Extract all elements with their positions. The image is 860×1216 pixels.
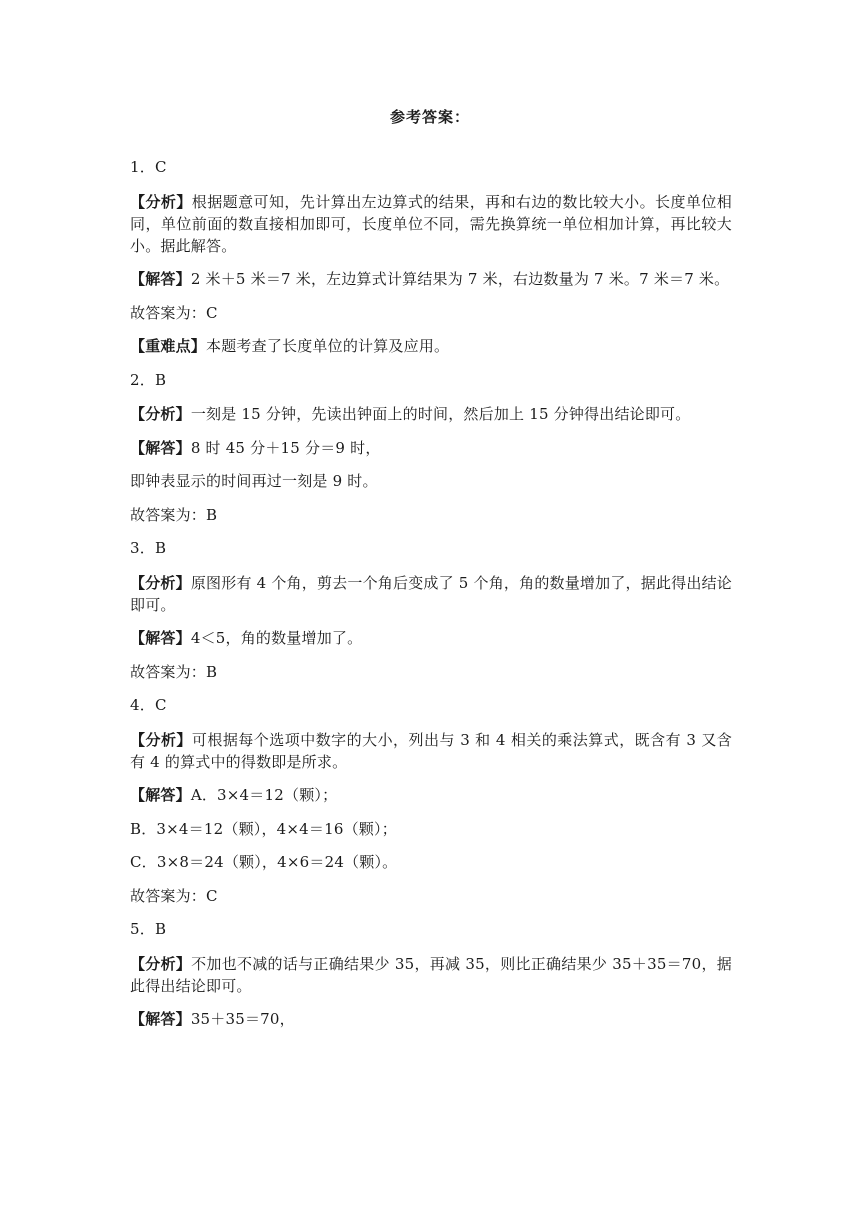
question-number: 5．B: [130, 920, 167, 938]
analysis-tag: 【分析】: [130, 573, 191, 592]
solution-tag: 【解答】: [130, 786, 191, 804]
solution-continuation: B．3×4＝12（颗），4×4＝16（颗）；: [130, 819, 397, 838]
solution-paragraph: [130, 268, 732, 290]
solution-text: A．3×4＝12（颗）；: [190, 786, 338, 804]
analysis-paragraph: [130, 572, 732, 616]
analysis-tag: 【分析】: [130, 192, 192, 211]
answer-list: [130, 156, 732, 1042]
analysis-text: 一刻是 15 分钟，先读出钟面上的时间，然后加上 15 分钟得出结论即可。: [190, 405, 691, 423]
solution-continuation: 即钟表显示的时间再过一刻是 9 时。: [130, 472, 378, 490]
solution-text: 2 米＋5 米＝7 米，左边算式计算结果为 7 米，右边数量为 7 米。7 米＝7 米。: [190, 270, 730, 288]
question-number: 3．B: [130, 539, 167, 557]
solution-text: 35＋35＝70，: [190, 1010, 295, 1028]
analysis-tag: 【分析】: [130, 730, 192, 749]
answer-line: 故答案为：B: [130, 662, 218, 681]
solution-text: 4＜5，角的数量增加了。: [190, 629, 363, 647]
solution-tag: 【解答】: [130, 438, 191, 457]
solution-tag: 【解答】: [130, 629, 191, 647]
analysis-text: 原图形有 4 个角，剪去一个角后变成了 5 个角，角的数量增加了，据此得出结论即可。: [130, 573, 732, 614]
solution-tag: 【解答】: [130, 270, 191, 288]
key-point-text: 本题考查了长度单位的计算及应用。: [206, 337, 450, 355]
analysis-paragraph: [130, 729, 732, 773]
question-number: 4．C: [130, 696, 167, 714]
analysis-tag: 【分析】: [130, 954, 192, 973]
solution-tag: 【解答】: [130, 1010, 191, 1028]
analysis-tag: 【分析】: [130, 405, 191, 423]
analysis-text: 根据题意可知，先计算出左边算式的结果，再和右边的数比较大小。长度单位相同，单位前面的数直接相加即可，长度单位不同，需先换算统一单位相加计算，再比较大小。据此解答。: [130, 192, 732, 255]
solution-continuation: C．3×8＝24（颗），4×6＝24（颗）。: [130, 853, 398, 871]
page-title: 参考答案：: [389, 108, 470, 126]
question-number: 1．C: [130, 158, 167, 176]
answer-line: 故答案为：C: [130, 303, 218, 322]
key-point-tag: 【重难点】: [130, 337, 207, 355]
solution-paragraph: [130, 784, 732, 806]
solution-paragraph: [130, 627, 732, 649]
answer-line: 故答案为：B: [130, 505, 218, 524]
analysis-paragraph: [130, 191, 732, 257]
question-number: 2．B: [130, 370, 167, 389]
answer-line: 故答案为：C: [130, 886, 218, 905]
solution-text: 8 时 45 分＋15 分＝9 时，: [190, 438, 381, 457]
solution-paragraph: [130, 1008, 732, 1030]
analysis-paragraph: [130, 403, 732, 425]
analysis-text: 不加也不减的话与正确结果少 35，再减 35，则比正确结果少 35＋35＝70，据此得出结论即可。: [130, 954, 732, 995]
solution-paragraph: [130, 437, 732, 459]
analysis-text: 可根据每个选项中数字的大小，列出与 3 和 4 相关的乘法算式，既含有 3 又含有 4 的算式中的得数即是所求。: [130, 730, 732, 771]
key-point-paragraph: [130, 335, 732, 357]
analysis-paragraph: [130, 953, 732, 997]
